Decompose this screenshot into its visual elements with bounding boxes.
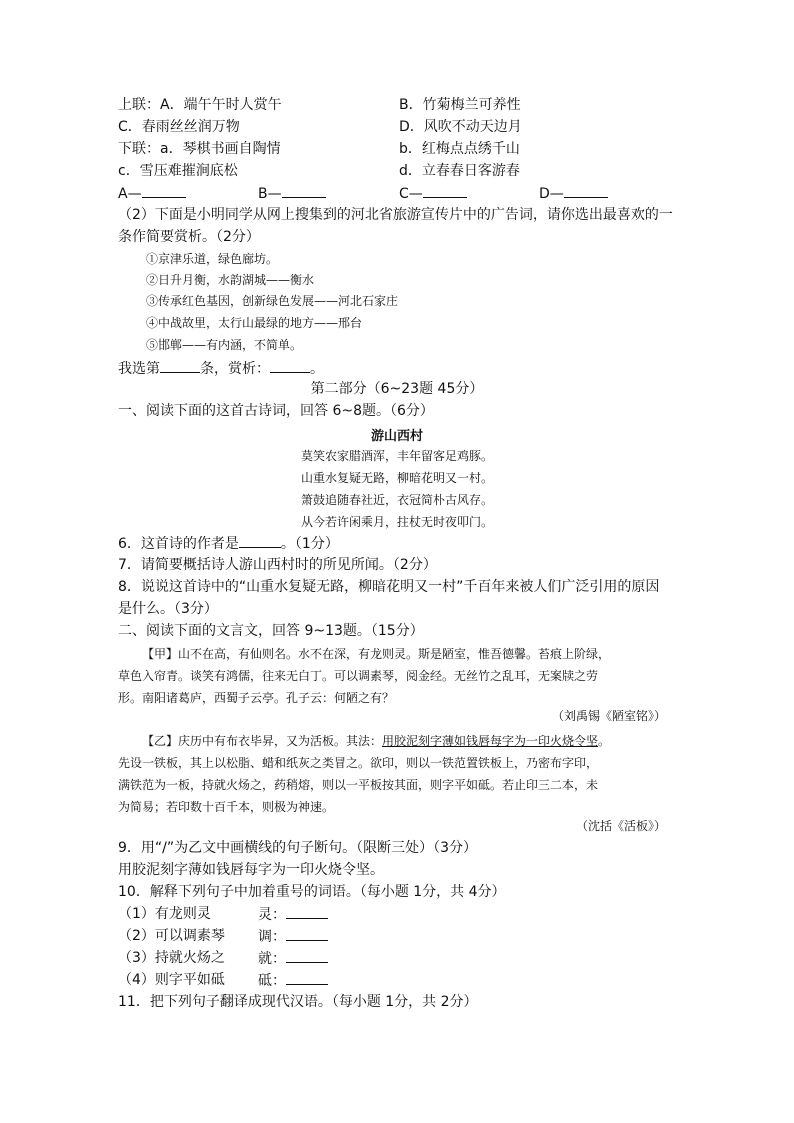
slogan-item: ④中战故里，太行山最绿的地方——邢台 xyxy=(146,316,363,330)
q9-sentence: 用胶泥刻字薄如钱唇每字为一印火烧令坚。 xyxy=(118,862,384,878)
passage-yi-line: 满铁范为一板，持就火炀之，药稍熔，则以一平板按其面，则字平如砥。若止印三二本，未 xyxy=(118,778,599,792)
q7: 7．请简要概括诗人游山西村时的所见所闻。（2分） xyxy=(118,557,437,573)
q10-answer-blank[interactable] xyxy=(286,970,328,985)
passage-yi-line: 为简易；若印数十百千本，则极为神速。 xyxy=(118,800,335,814)
lower-couplet-a: 下联：a．琴棋书画自陶情 xyxy=(118,141,281,157)
lower-couplet-b: b．红梅点点绣千山 xyxy=(399,141,520,157)
appreciation-blank[interactable] xyxy=(270,358,310,373)
match-b-blank[interactable] xyxy=(282,183,326,198)
lower-couplet-d: d．立春春日客游春 xyxy=(399,163,520,179)
match-c-blank[interactable] xyxy=(423,183,467,198)
part2-heading: 第二部分（6~23题 45分） xyxy=(310,381,484,397)
passage-yi-line: 先设一铁板，其上以松脂、蜡和纸灰之类冒之。欲印，则以一铁范置铁板上，乃密布字印， xyxy=(118,756,599,770)
q6: 6．这首诗的作者是 。（1分） xyxy=(118,533,339,554)
poem-line: 莫笑农家腊酒浑，丰年留客足鸡豚。 xyxy=(300,449,493,463)
poem-line: 箫鼓追随春社近，衣冠简朴古风存。 xyxy=(300,493,493,507)
q10-item-word: 就： xyxy=(258,948,328,969)
slogan-item: ②日升月衡，水韵湖城——衡水 xyxy=(146,273,315,287)
q10: 10．解释下列句子中加着重号的词语。（每小题 1分，共 4分） xyxy=(118,884,506,900)
match-d: D— xyxy=(539,183,608,204)
passage-jia xyxy=(118,643,678,709)
slogan-item: ①京津乐道，绿色廊坊。 xyxy=(146,252,279,266)
q10-item-word: 调： xyxy=(258,926,328,947)
upper-couplet-c: C．春雨丝丝润万物 xyxy=(118,119,240,135)
q5-2-prompt-line2: 条作简要赏析。（2分） xyxy=(118,229,260,245)
slogan-item: ③传承红色基因，创新绿色发展——河北石家庄 xyxy=(146,294,399,308)
q10-item-sentence: （2）可以调素琴 xyxy=(118,928,225,944)
q10-answer-blank[interactable] xyxy=(286,926,328,941)
jia-source: （刘禹锡《陋室铭》） xyxy=(551,709,666,723)
q11: 11．把下列句子翻译成现代汉语。（每小题 1分，共 2分） xyxy=(118,994,478,1010)
slogan-item: ⑤邯郸——有内涵，不简单。 xyxy=(146,338,303,352)
q5-2-prompt-line1: （2）下面是小明同学从网上搜集到的河北省旅游宣传片中的广告词，请你选出最喜欢的一 xyxy=(118,207,673,223)
section1-heading: 一、阅读下面的这首古诗词，回答 6~8题。（6分） xyxy=(118,403,434,419)
q10-answer-blank[interactable] xyxy=(286,904,328,919)
match-d-blank[interactable] xyxy=(564,183,608,198)
q8-line2: 是什么。（3分） xyxy=(118,601,218,617)
poem-title: 游山西村 xyxy=(370,429,423,444)
passage-jia-line: 草色入帘青。谈笑有鸿儒，往来无白丁。可以调素琴，阅金经。无丝竹之乱耳，无案牍之劳 xyxy=(118,669,599,683)
q10-item-word: 灵： xyxy=(258,904,328,925)
q6-author-blank[interactable] xyxy=(239,533,281,548)
upper-couplet-b: B．竹菊梅兰可养性 xyxy=(399,97,521,113)
q8-line1: 8．说说这首诗中的“山重水复疑无路，柳暗花明又一村”千百年来被人们广泛引用的原因 xyxy=(118,579,660,595)
yi-source: （沈括《活板》） xyxy=(575,819,666,833)
passage-jia-line: 【甲】山不在高，有仙则名。水不在深，有龙则灵。斯是陋室，惟吾德馨。苔痕上阶绿， xyxy=(142,647,611,661)
match-a-blank[interactable] xyxy=(142,183,186,198)
poem-line: 从今若许闲乘月，拄杖无时夜叩门。 xyxy=(300,515,493,529)
q10-item-sentence: （1）有龙则灵 xyxy=(118,906,211,922)
q9: 9．用“/”为乙文中画横线的句子断句。（限断三处）（3分） xyxy=(118,840,478,856)
q10-answer-blank[interactable] xyxy=(286,948,328,963)
match-a: A— xyxy=(118,183,186,204)
lower-couplet-c: c．雪压难摧涧底松 xyxy=(118,163,238,179)
match-c: C— xyxy=(399,183,467,204)
underlined-sentence: 用胶泥刻字薄如钱唇每字为一印火烧令坚 xyxy=(382,734,599,748)
q10-item-sentence: （3）持就火炀之 xyxy=(118,950,225,966)
upper-couplet-a: 上联：A．端午午时人赏午 xyxy=(118,97,282,113)
match-b: B— xyxy=(258,183,326,204)
section2-heading: 二、阅读下面的文言文，回答 9~13题。（15分） xyxy=(118,623,424,639)
passage-yi-line: 【乙】庆历中有布衣毕昇，又为活板。其法：用胶泥刻字薄如钱唇每字为一印火烧令坚。 xyxy=(142,734,611,748)
passage-yi xyxy=(118,730,678,818)
q10-item-word: 砥： xyxy=(258,970,328,991)
poem-line: 山重水复疑无路，柳暗花明又一村。 xyxy=(300,471,493,485)
passage-jia-line: 形。南阳诸葛庐，西蜀子云亭。孔子云：何陋之有？ xyxy=(118,691,395,705)
upper-couplet-d: D．风吹不动天边月 xyxy=(399,119,522,135)
q5-2-answer-line: 我选第 条，赏析： 。 xyxy=(118,358,324,379)
slogan-choice-blank[interactable] xyxy=(160,358,200,373)
q10-item-sentence: （4）则字平如砥 xyxy=(118,972,225,988)
